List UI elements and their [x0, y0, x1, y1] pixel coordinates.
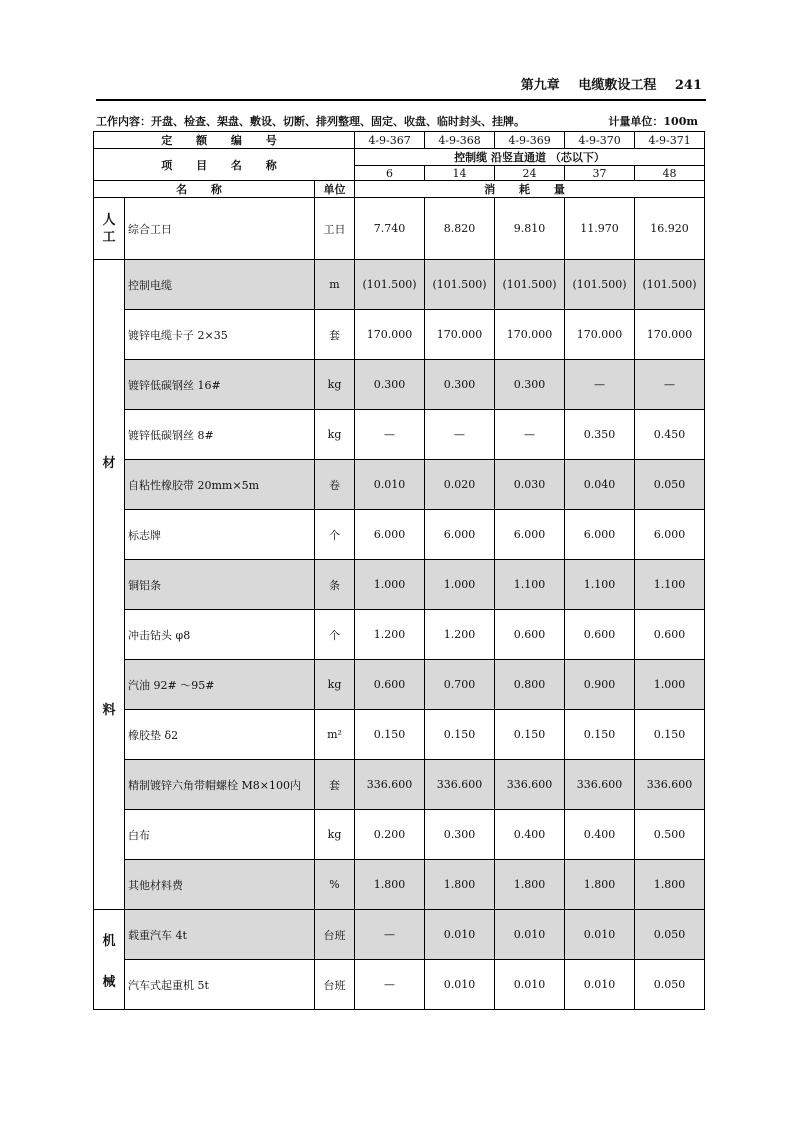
item-value: — [355, 410, 425, 460]
item-value: 0.600 [495, 610, 565, 660]
item-value: 0.010 [565, 960, 635, 1010]
item-value: (101.500) [565, 260, 635, 310]
machinery-row [94, 910, 705, 960]
item-value: 1.800 [565, 860, 635, 910]
item-unit: 条 [315, 560, 355, 610]
item-value: 1.000 [425, 560, 495, 610]
item-unit: 个 [315, 610, 355, 660]
item-value: — [355, 910, 425, 960]
item-unit: kg [315, 360, 355, 410]
item-value: 170.000 [425, 310, 495, 360]
item-name: 橡胶垫 δ2 [125, 710, 315, 760]
item-unit: 个 [315, 510, 355, 560]
item-value: 0.010 [355, 460, 425, 510]
labor-category [94, 198, 125, 260]
item-value: 0.150 [425, 710, 495, 760]
page-header [96, 72, 706, 94]
item-value: 0.010 [565, 910, 635, 960]
item-unit: 台班 [315, 910, 355, 960]
item-unit: m² [315, 710, 355, 760]
item-unit: kg [315, 410, 355, 460]
item-name: 载重汽车 4t [125, 910, 315, 960]
item-value: 0.150 [565, 710, 635, 760]
item-name: 控制电缆 [125, 260, 315, 310]
item-value: 6.000 [565, 510, 635, 560]
item-name: 白布 [125, 810, 315, 860]
item-value: 1.100 [635, 560, 705, 610]
item-value: 170.000 [635, 310, 705, 360]
item-value: 1.000 [355, 560, 425, 610]
item-value: 0.400 [565, 810, 635, 860]
quota-code: 4-9-371 [635, 132, 705, 149]
quota-table [93, 131, 705, 1010]
item-unit: % [315, 860, 355, 910]
item-group-row [94, 149, 705, 166]
item-value: 0.600 [355, 660, 425, 710]
labor-row [94, 198, 705, 260]
item-value: 170.000 [355, 310, 425, 360]
material-row [94, 560, 705, 610]
item-unit: 套 [315, 760, 355, 810]
item-value: 1.000 [635, 660, 705, 710]
item-value: 170.000 [565, 310, 635, 360]
item-value: 0.450 [635, 410, 705, 460]
material-row [94, 460, 705, 510]
item-unit: kg [315, 810, 355, 860]
item-value: 6.000 [495, 510, 565, 560]
measure-unit: 计量单位：100m [608, 115, 698, 128]
item-value: 0.900 [565, 660, 635, 710]
material-row [94, 360, 705, 410]
item-name: 镀锌低碳钢丝 8# [125, 410, 315, 460]
item-value: 1.200 [425, 610, 495, 660]
quota-code: 4-9-369 [495, 132, 565, 149]
machinery-category [94, 910, 125, 1010]
item-value: 0.050 [635, 460, 705, 510]
item-value: 0.150 [495, 710, 565, 760]
item-value: 7.740 [355, 198, 425, 260]
item-value: — [565, 360, 635, 410]
item-value: 0.350 [565, 410, 635, 460]
item-value: 0.020 [425, 460, 495, 510]
item-value: 1.100 [495, 560, 565, 610]
item-value: 6.000 [425, 510, 495, 560]
material-row [94, 410, 705, 460]
item-value: 6.000 [635, 510, 705, 560]
work-content: 工作内容：开盘、检查、架盘、敷设、切断、排列整理、固定、收盘、临时封头、挂牌。 [96, 115, 525, 128]
item-value: 8.820 [425, 198, 495, 260]
item-unit: 套 [315, 310, 355, 360]
item-group-label: 控制缆 沿竖直通道 （芯以下） [355, 149, 705, 166]
material-category-bottom: 料 [102, 702, 116, 718]
material-category [94, 260, 125, 910]
core-count: 14 [425, 166, 495, 181]
item-value: 1.800 [355, 860, 425, 910]
item-value: (101.500) [495, 260, 565, 310]
item-value: 0.150 [355, 710, 425, 760]
item-value: 0.010 [495, 910, 565, 960]
item-value: 336.600 [355, 760, 425, 810]
item-value: 0.010 [425, 960, 495, 1010]
item-name: 铜铝条 [125, 560, 315, 610]
quota-code: 4-9-370 [565, 132, 635, 149]
item-value: 11.970 [565, 198, 635, 260]
item-value: 6.000 [355, 510, 425, 560]
item-value: 0.300 [425, 810, 495, 860]
item-name: 镀锌低碳钢丝 16# [125, 360, 315, 410]
item-name: 自粘性橡胶带 20mm×5m [125, 460, 315, 510]
item-value: 336.600 [565, 760, 635, 810]
item-unit: 台班 [315, 960, 355, 1010]
quota-code-row [94, 132, 705, 149]
item-unit: kg [315, 660, 355, 710]
core-count: 48 [635, 166, 705, 181]
unit-column-header: 单位 [315, 181, 355, 198]
item-name: 汽油 92# ～95# [125, 660, 315, 710]
item-value: 0.150 [635, 710, 705, 760]
core-count: 6 [355, 166, 425, 181]
item-value: 16.920 [635, 198, 705, 260]
item-value: — [495, 410, 565, 460]
material-row [94, 710, 705, 760]
item-value: 9.810 [495, 198, 565, 260]
material-row [94, 860, 705, 910]
item-name: 镀锌电缆卡子 2×35 [125, 310, 315, 360]
material-row [94, 610, 705, 660]
item-value: 1.800 [635, 860, 705, 910]
item-value: 0.200 [355, 810, 425, 860]
material-row [94, 760, 705, 810]
machinery-row [94, 960, 705, 1010]
name-column-header: 名 称 [94, 181, 315, 198]
chapter-number: 第九章 [520, 78, 560, 93]
item-value: 170.000 [495, 310, 565, 360]
item-unit: m [315, 260, 355, 310]
item-value: 0.700 [425, 660, 495, 710]
item-value: 0.050 [635, 910, 705, 960]
material-row [94, 660, 705, 710]
item-value: 0.040 [565, 460, 635, 510]
machinery-category-top: 机 [102, 933, 116, 949]
item-value: 1.800 [425, 860, 495, 910]
item-value: — [635, 360, 705, 410]
item-value: (101.500) [425, 260, 495, 310]
quota-code: 4-9-367 [355, 132, 425, 149]
item-value: 0.300 [495, 360, 565, 410]
quota-code-label: 定 额 编 号 [94, 132, 355, 149]
item-value: 1.800 [495, 860, 565, 910]
item-value: 0.600 [565, 610, 635, 660]
item-name: 标志牌 [125, 510, 315, 560]
item-name: 其他材料费 [125, 860, 315, 910]
item-value: (101.500) [635, 260, 705, 310]
item-value: 336.600 [425, 760, 495, 810]
item-value: 0.500 [635, 810, 705, 860]
core-count: 37 [565, 166, 635, 181]
item-value: 0.800 [495, 660, 565, 710]
item-unit: 工日 [315, 198, 355, 260]
chapter-title [521, 74, 702, 93]
item-value: 336.600 [495, 760, 565, 810]
item-value: 336.600 [635, 760, 705, 810]
item-name-label: 项 目 名 称 [94, 149, 355, 181]
item-name: 综合工日 [125, 198, 315, 260]
page-number: 241 [674, 78, 702, 93]
item-value: 0.300 [425, 360, 495, 410]
item-value: (101.500) [355, 260, 425, 310]
material-row [94, 810, 705, 860]
quota-code: 4-9-368 [425, 132, 495, 149]
item-value: — [425, 410, 495, 460]
machinery-category-bottom: 械 [102, 974, 116, 990]
core-count: 24 [495, 166, 565, 181]
item-value: 0.300 [355, 360, 425, 410]
item-value: 0.050 [635, 960, 705, 1010]
work-content-line [96, 113, 706, 129]
column-header-row [94, 181, 705, 198]
item-name: 冲击钻头 φ8 [125, 610, 315, 660]
item-value: — [355, 960, 425, 1010]
section-title: 电缆敷设工程 [578, 78, 657, 93]
labor-category-label: 人工 [102, 212, 116, 245]
item-value: 0.010 [495, 960, 565, 1010]
item-value: 0.600 [635, 610, 705, 660]
material-row [94, 310, 705, 360]
item-name: 汽车式起重机 5t [125, 960, 315, 1010]
material-category-top: 材 [102, 455, 116, 471]
item-value: 1.100 [565, 560, 635, 610]
item-value: 0.400 [495, 810, 565, 860]
item-value: 0.010 [425, 910, 495, 960]
item-value: 0.030 [495, 460, 565, 510]
consumption-header: 消 耗 量 [355, 181, 705, 198]
item-name: 精制镀锌六角带帽螺栓 M8×100内 [125, 760, 315, 810]
material-row [94, 510, 705, 560]
material-row [94, 260, 705, 310]
item-value: 1.200 [355, 610, 425, 660]
header-rule [96, 99, 706, 101]
item-unit: 卷 [315, 460, 355, 510]
